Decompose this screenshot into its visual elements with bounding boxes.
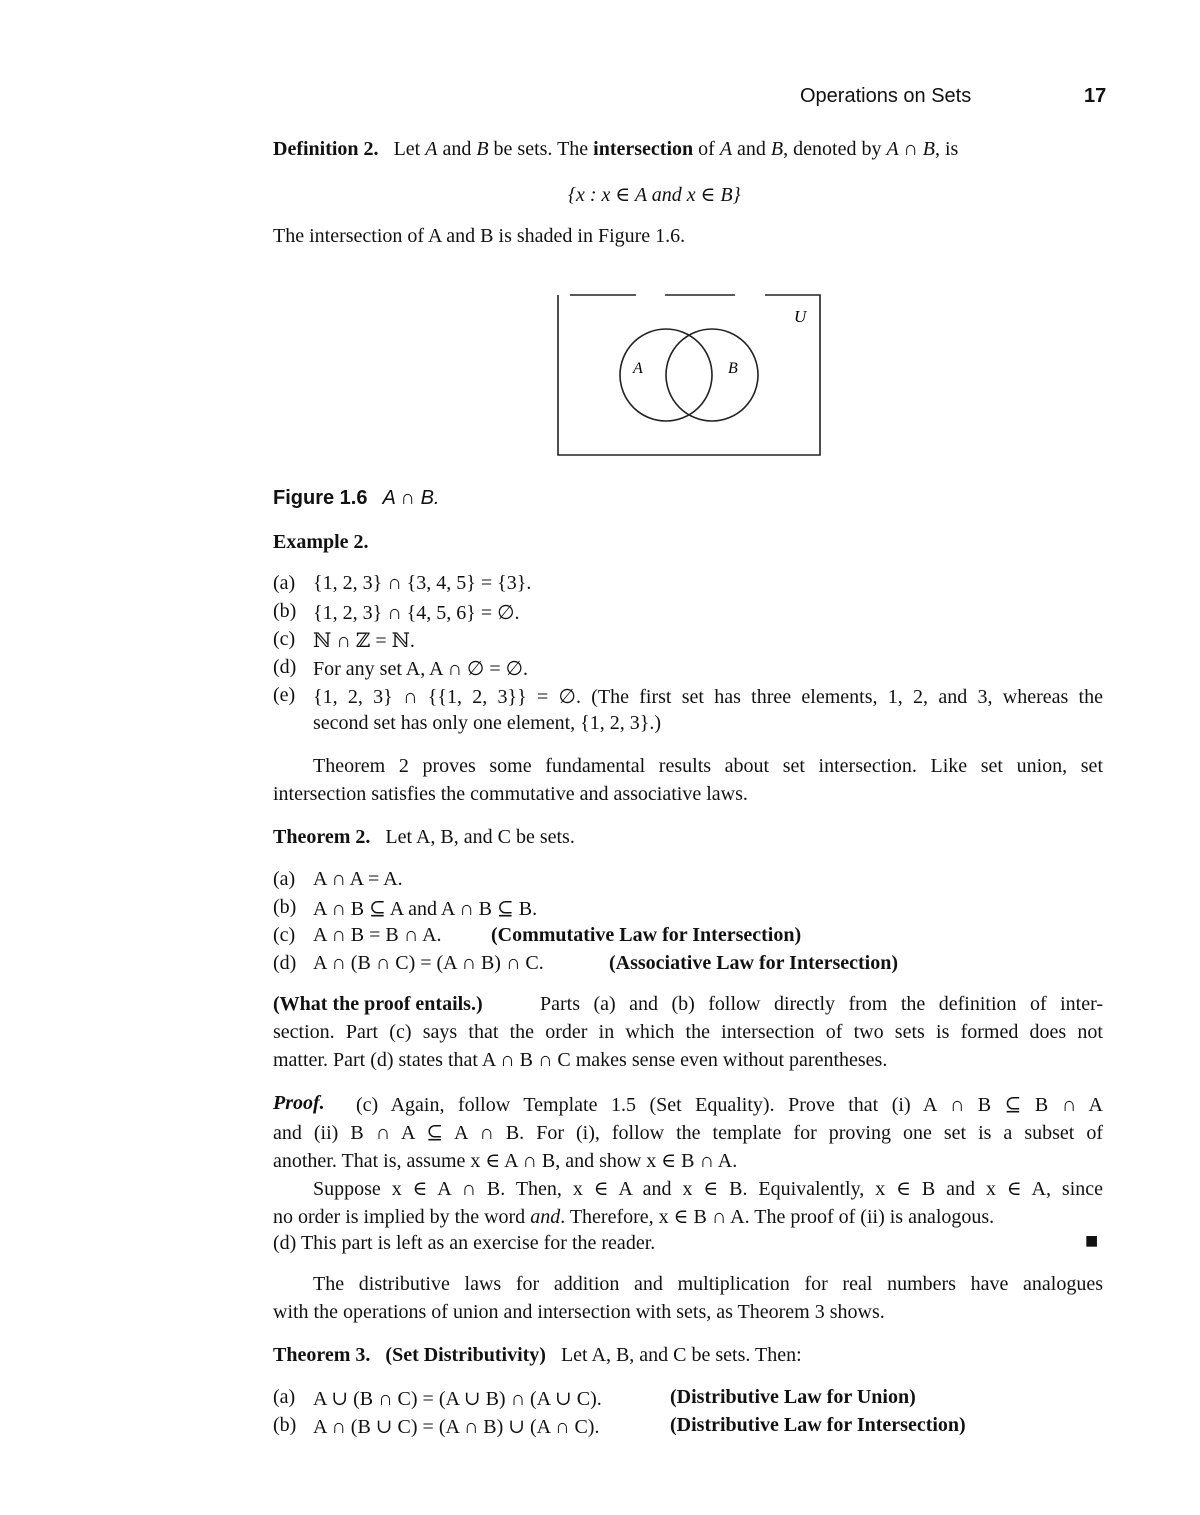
paragraph-line: intersection satisfies the commutative and associative laws.	[273, 783, 748, 805]
set-builder-notation: {x : x ∈ A and x ∈ B}	[568, 184, 741, 206]
law-name: (Associative Law for Intersection)	[609, 952, 899, 974]
item-label: (b)	[273, 1414, 297, 1436]
universe-label: U	[794, 307, 807, 326]
definition-text: and	[732, 138, 771, 160]
theorem-name: (Set Distributivity)	[385, 1344, 546, 1366]
universe-rectangle	[558, 295, 820, 455]
emphasis: and	[530, 1206, 561, 1228]
item-text: ℕ ∩ ℤ = ℕ.	[313, 630, 415, 652]
paragraph-line: Suppose x ∈ A ∩ B. Then, x ∈ A and x ∈ B. Equivalently, x ∈ B and x ∈ A, since	[313, 1178, 1103, 1200]
math-a: A	[425, 138, 438, 160]
item-label: (a)	[273, 572, 296, 594]
paragraph-line: another. That is, assume x ∈ A ∩ B, and show x ∈ B ∩ A.	[273, 1150, 738, 1172]
paragraph-line: (c) Again, follow Template 1.5 (Set Equality). Prove that (i) A ∩ B ⊆ B ∩ A	[356, 1094, 1103, 1116]
venn-diagram	[550, 285, 830, 470]
item-label: (b)	[273, 600, 297, 622]
definition-term: intersection	[593, 138, 694, 160]
law-name: (Commutative Law for Intersection)	[491, 924, 802, 946]
item-label: (c)	[273, 924, 296, 946]
item-label: (d)	[273, 952, 297, 974]
figure-caption-text: A ∩ B.	[382, 487, 440, 509]
qed-square: ■	[1085, 1228, 1099, 1253]
figure-reference-sentence: The intersection of A and B is shaded in Figure 1.6.	[273, 225, 686, 247]
theorem-label: Theorem 2.	[273, 826, 371, 848]
math-a: A	[719, 138, 733, 160]
paragraph-line: matter. Part (d) states that A ∩ B ∩ C makes sense even without parentheses.	[273, 1049, 888, 1071]
item-text: second set has only one element, {1, 2, 3}.)	[313, 712, 662, 734]
definition-text: Let	[393, 138, 426, 160]
paragraph-line	[273, 1204, 1103, 1229]
item-text: A ∩ (B ∪ C) = (A ∩ B) ∪ (A ∩ C).	[313, 1416, 600, 1438]
item-label: (c)	[273, 628, 296, 650]
running-title: Operations on Sets	[800, 85, 972, 107]
theorem-text: Let A, B, and C be sets. Then:	[560, 1344, 802, 1366]
definition-2	[273, 138, 958, 161]
paragraph-line: Theorem 2 proves some fundamental results about set intersection. Like set union, set	[313, 755, 1103, 777]
item-text: A ∩ B ⊆ A and A ∩ B ⊆ B.	[313, 898, 538, 920]
definition-text: and	[437, 138, 477, 160]
paragraph-line: section. Part (c) says that the order in which the intersection of two sets is formed does not	[273, 1021, 1103, 1043]
definition-text: of	[693, 138, 720, 160]
definition-text: , is	[934, 138, 959, 160]
definition-text: be sets. The	[488, 138, 594, 160]
set-b-label: B	[728, 360, 738, 377]
theorem-text: Let A, B, and C be sets.	[385, 826, 575, 848]
paragraph-line: Parts (a) and (b) follow directly from the definition of inter-	[540, 993, 1103, 1015]
math-b: B	[770, 138, 784, 160]
item-label: (e)	[273, 684, 296, 706]
intersection-notation: A ∩ B	[886, 138, 935, 160]
item-text: A ∩ A = A.	[313, 868, 403, 890]
item-label: (a)	[273, 1386, 296, 1408]
figure-caption-label: Figure 1.6	[273, 487, 368, 509]
proof-label: Proof.	[273, 1092, 325, 1114]
example-heading: Example 2.	[273, 531, 369, 553]
figure-caption	[273, 487, 439, 510]
theorem-label: Theorem 3.	[273, 1344, 371, 1366]
definition-text: , denoted by	[783, 138, 887, 160]
theorem-3	[273, 1344, 802, 1367]
page-number: 17	[1084, 85, 1107, 107]
theorem-2	[273, 826, 575, 849]
text-run: no order is implied by the word	[273, 1206, 531, 1228]
item-text: {1, 2, 3} ∩ {{1, 2, 3}} = ∅. (The first set has three elements, 1, 2, and 3, whereas the	[313, 686, 1103, 708]
text-run	[273, 1204, 994, 1229]
paragraph-line: and (ii) B ∩ A ⊆ A ∩ B. For (i), follow the template for proving one set is a subset of	[273, 1122, 1103, 1144]
set-a-label: A	[633, 360, 643, 377]
item-text: {1, 2, 3} ∩ {3, 4, 5} = {3}.	[313, 572, 532, 594]
law-name: (Distributive Law for Intersection)	[670, 1414, 966, 1436]
paragraph-line: with the operations of union and intersection with sets, as Theorem 3 shows.	[273, 1301, 885, 1323]
item-label: (b)	[273, 896, 297, 918]
math-b: B	[476, 138, 489, 160]
item-label: (d)	[273, 656, 297, 678]
item-text: A ∩ (B ∩ C) = (A ∩ B) ∩ C.	[313, 952, 544, 974]
item-label: (a)	[273, 868, 296, 890]
paragraph-line: (d) This part is left as an exercise for the reader.	[273, 1232, 656, 1254]
definition-label: Definition 2.	[273, 138, 379, 160]
item-text: A ∪ (B ∩ C) = (A ∪ B) ∩ (A ∪ C).	[313, 1388, 602, 1410]
paragraph-line: The distributive laws for addition and multiplication for real numbers have analogues	[313, 1273, 1103, 1295]
item-text: {1, 2, 3} ∩ {4, 5, 6} = ∅.	[313, 602, 520, 624]
law-name: (Distributive Law for Union)	[670, 1386, 916, 1408]
item-text: A ∩ B = B ∩ A.	[313, 924, 442, 946]
text-run: . Therefore, x ∈ B ∩ A. The proof of (ii) is analogous.	[560, 1206, 995, 1228]
item-text: For any set A, A ∩ ∅ = ∅.	[313, 658, 529, 680]
proof-entails-label: (What the proof entails.)	[273, 993, 483, 1015]
